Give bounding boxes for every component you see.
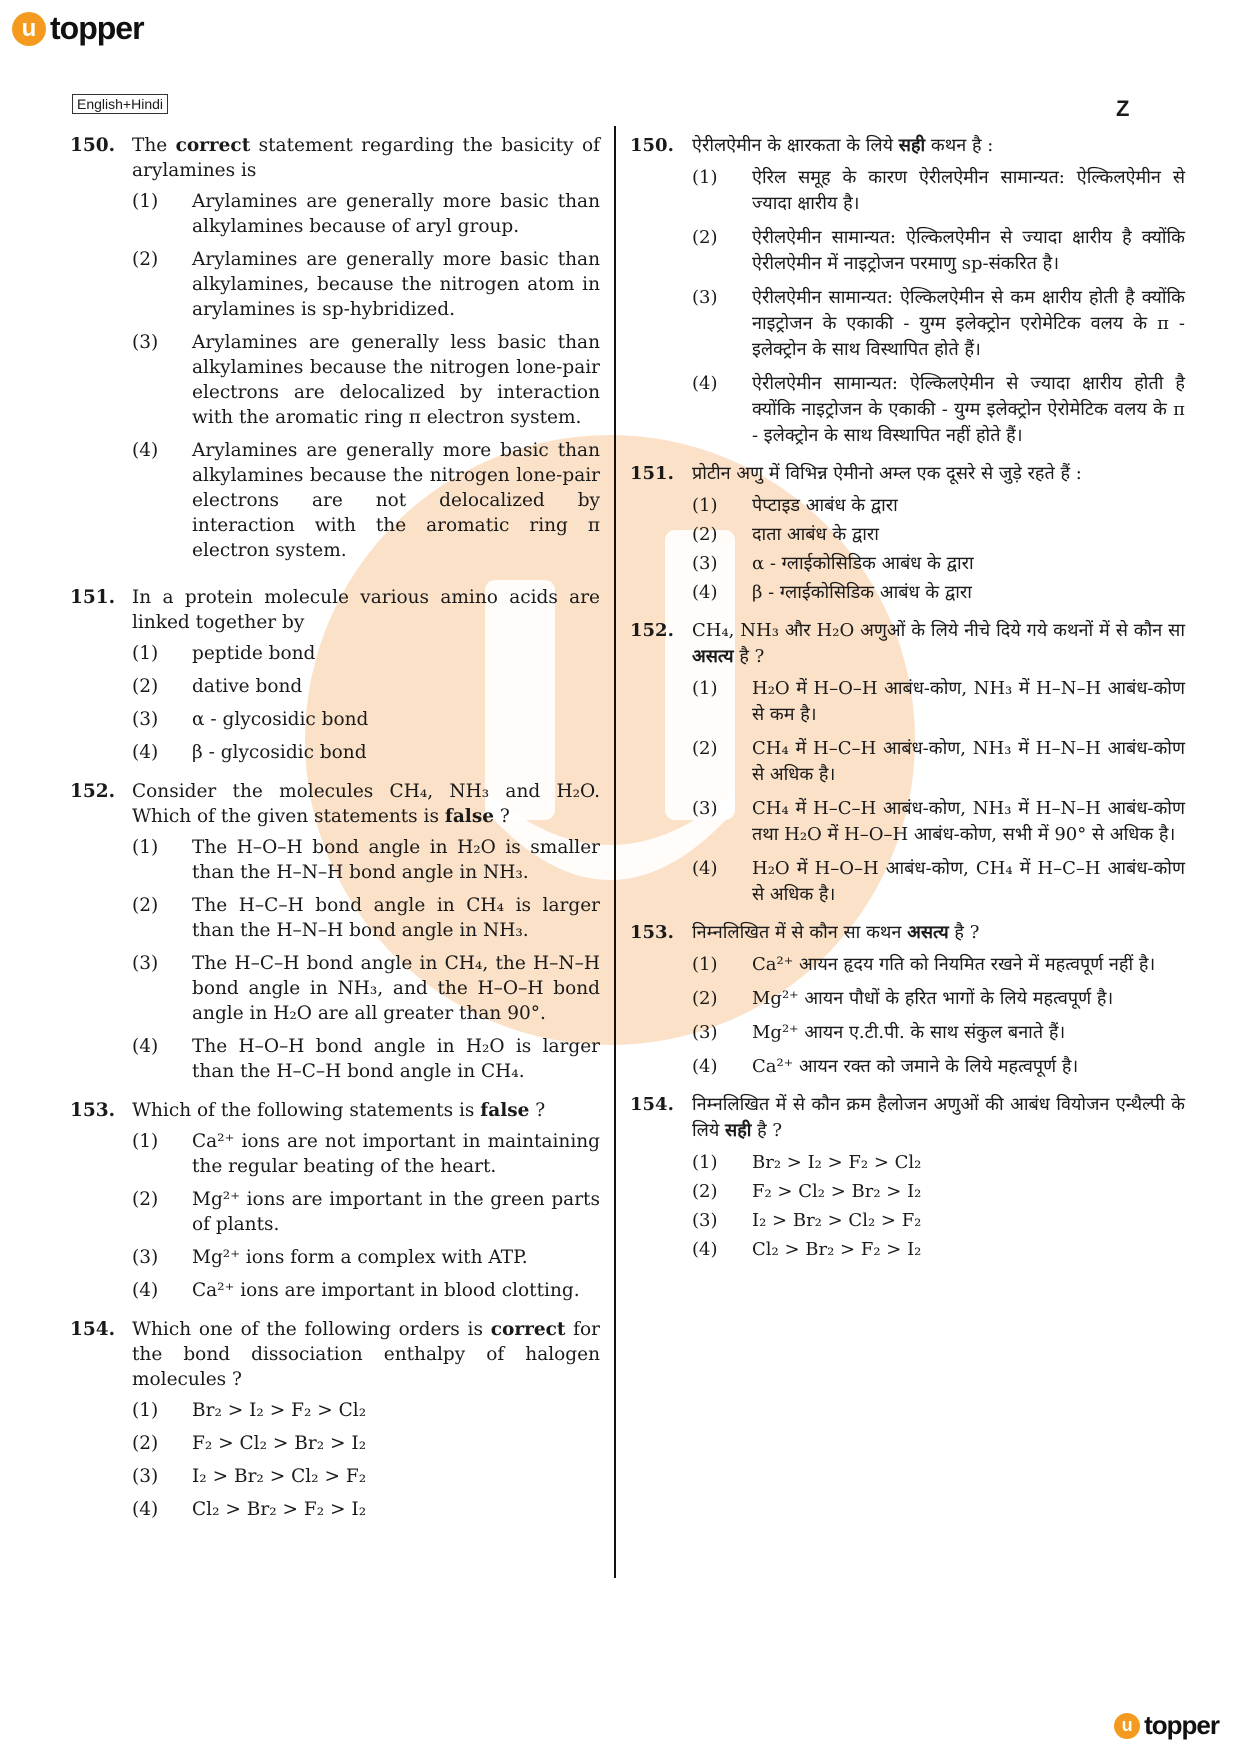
option: (4) Cl₂ > Br₂ > F₂ > I₂	[132, 1499, 367, 1520]
option: (1) Br₂ > I₂ > F₂ > Cl₂	[132, 1400, 367, 1421]
option: (3) CH₄ में H–C–H आबंध-कोण, NH₃ में H–N–H आबंध-कोण तथा H₂O में H–O–H आबंध-कोण, सभी में 90° से अधिक है।	[692, 798, 1185, 845]
option: (1) Ca²⁺ ions are not important in maintaining the regular beating of the heart.	[132, 1131, 600, 1177]
option: (3) Mg²⁺ आयन ए.टी.पी. के साथ संकुल बनाते हैं।	[692, 1022, 1066, 1043]
question-152-en	[70, 779, 600, 1084]
option: (4) Arylamines are generally more basic than alkylamines because the nitrogen lone-pair electrons are not delocalized by interaction with the aromatic ring π electron system.	[132, 440, 600, 561]
question-152-hi	[630, 618, 1185, 908]
option: (4) β - ग्लाईकोसिडिक आबंध के द्वारा	[692, 582, 972, 603]
question-number: 151.	[70, 587, 116, 608]
question-text: The correct statement regarding the basicity of arylamines is	[132, 135, 600, 181]
option: (2) दाता आबंध के द्वारा	[692, 524, 879, 545]
option: (3) I₂ > Br₂ > Cl₂ > F₂	[132, 1466, 367, 1487]
option: (3) I₂ > Br₂ > Cl₂ > F₂	[692, 1210, 922, 1231]
option: (1) peptide bond	[132, 643, 316, 664]
option: (1) Arylamines are generally more basic than alkylamines because of aryl group.	[132, 191, 600, 237]
question-151-en	[70, 585, 600, 765]
option: (1) ऐरिल समूह के कारण ऐरीलऐमीन सामान्यत: ऐल्किलऐमीन से ज्यादा क्षारीय है।	[692, 167, 1185, 214]
question-text: प्रोटीन अणु में विभिन्न ऐमीनो अम्ल एक दूसरे से जुड़े रहते हैं :	[692, 463, 1082, 484]
question-number: 152.	[630, 620, 674, 641]
option: (1) Br₂ > I₂ > F₂ > Cl₂	[692, 1152, 922, 1173]
option: (4) ऐरीलऐमीन सामान्यत: ऐल्किलऐमीन से ज्यादा क्षारीय होती है क्योंकि नाइट्रोजन के एकाकी - युग्म इलेक्ट्रोन ऐरोमेटिक वलय के π - इलेक्ट्रोन के साथ विस्थापित नहीं होते हैं।	[692, 373, 1185, 446]
option: (2) dative bond	[132, 676, 303, 697]
option: (2) Arylamines are generally more basic than alkylamines, because the nitrogen atom in arylamines is sp-hybridized.	[132, 249, 600, 320]
option: (1) Ca²⁺ आयन हृदय गति को नियमित रखने में महत्वपूर्ण नहीं है।	[692, 954, 1156, 975]
option: (2) Mg²⁺ ions are important in the green parts of plants.	[132, 1189, 600, 1235]
topper-logo-text: topper	[1144, 1710, 1219, 1740]
option: (3) α - ग्लाईकोसिडिक आबंध के द्वारा	[692, 553, 974, 574]
question-number: 150.	[70, 135, 116, 156]
option: (2) The H–C–H bond angle in CH₄ is larger than the H–N–H bond angle in NH₃.	[132, 895, 600, 941]
english-column	[70, 133, 600, 1530]
option: (1) पेप्टाइड आबंध के द्वारा	[692, 495, 898, 516]
option: (3) Arylamines are generally less basic than alkylamines because the nitrogen lone-pair electrons are delocalized by interaction with the aromatic ring π electron system.	[132, 332, 600, 428]
option: (4) H₂O में H–O–H आबंध-कोण, CH₄ में H–C–H आबंध-कोण से अधिक है।	[692, 858, 1185, 905]
option: (4) Ca²⁺ ions are important in blood clotting.	[132, 1280, 580, 1301]
question-text: निम्नलिखित में से कौन सा कथन असत्य है ?	[692, 922, 980, 943]
topper-footer-logo	[1114, 1710, 1219, 1741]
option: (1) H₂O में H–O–H आबंध-कोण, NH₃ में H–N–H आबंध-कोण से कम है।	[692, 678, 1185, 725]
question-text: CH₄, NH₃ और H₂O अणुओं के लिये नीचे दिये गये कथनों में से कौन सा असत्य है ?	[692, 620, 1185, 667]
question-text: Which of the following statements is false ?	[132, 1100, 546, 1121]
question-number: 153.	[630, 922, 674, 943]
topper-logo-text: topper	[50, 10, 144, 46]
question-number: 150.	[630, 135, 674, 156]
question-150-hi	[630, 133, 1185, 449]
topper-logo-icon: u	[12, 12, 46, 46]
question-number: 154.	[630, 1094, 674, 1115]
question-number: 151.	[630, 463, 674, 484]
question-text: निम्नलिखित में से कौन क्रम हैलोजन अणुओं की आबंध वियोजन एन्थैल्पी के लिये सही है ?	[692, 1094, 1185, 1141]
question-154-hi	[630, 1092, 1185, 1263]
question-text: In a protein molecule various amino acids are linked together by	[132, 587, 600, 633]
topper-logo	[12, 10, 144, 47]
option: (2) F₂ > Cl₂ > Br₂ > I₂	[132, 1433, 367, 1454]
column-divider	[614, 126, 616, 1578]
question-text: Which one of the following orders is correct for the bond dissociation enthalpy of halogen molecules ?	[132, 1319, 600, 1390]
question-number: 153.	[70, 1100, 116, 1121]
question-text: ऐरीलऐमीन के क्षारकता के लिये सही कथन है :	[692, 135, 994, 156]
option: (1) The H–O–H bond angle in H₂O is smaller than the H–N–H bond angle in NH₃.	[132, 837, 600, 883]
option: (4) Cl₂ > Br₂ > F₂ > I₂	[692, 1239, 922, 1260]
question-154-en	[70, 1317, 600, 1522]
topper-logo-icon: u	[1114, 1713, 1140, 1739]
option: (3) Mg²⁺ ions form a complex with ATP.	[132, 1247, 528, 1268]
option: (2) Mg²⁺ आयन पौधों के हरित भागों के लिये महत्वपूर्ण है।	[692, 988, 1114, 1009]
option: (4) Ca²⁺ आयन रक्त को जमाने के लिये महत्वपूर्ण है।	[692, 1056, 1079, 1077]
option: (3) ऐरीलऐमीन सामान्यत: ऐल्किलऐमीन से कम क्षारीय होती है क्योंकि नाइट्रोजन के एकाकी - युग्म इलेक्ट्रोन एरोमेटिक वलय के π - इलेक्ट्रोन के साथ विस्थापित होते हैं।	[692, 287, 1185, 360]
option: (2) F₂ > Cl₂ > Br₂ > I₂	[692, 1181, 922, 1202]
option: (2) ऐरीलऐमीन सामान्यत: ऐल्किलऐमीन से ज्यादा क्षारीय है क्योंकि ऐरीलऐमीन में नाइट्रोजन परमाणु sp-संकरित है।	[692, 227, 1185, 274]
set-code: Z	[1116, 96, 1130, 121]
question-150-en	[70, 133, 600, 563]
hindi-column	[618, 133, 1185, 1266]
option: (2) CH₄ में H–C–H आबंध-कोण, NH₃ में H–N–H आबंध-कोण से अधिक है।	[692, 738, 1185, 785]
question-text: Consider the molecules CH₄, NH₃ and H₂O. Which of the given statements is false ?	[132, 781, 600, 827]
question-number: 152.	[70, 781, 116, 802]
option: (3) α - glycosidic bond	[132, 709, 369, 730]
language-label: English+Hindi	[72, 94, 168, 114]
option: (4) The H–O–H bond angle in H₂O is larger than the H–C–H bond angle in CH₄.	[132, 1036, 600, 1082]
question-number: 154.	[70, 1319, 116, 1340]
question-151-hi	[630, 461, 1185, 606]
option: (3) The H–C–H bond angle in CH₄, the H–N–H bond angle in NH₃, and the H–O–H bond angle in H₂O are all greater than 90°.	[132, 953, 600, 1024]
question-153-hi	[630, 920, 1185, 1080]
option: (4) β - glycosidic bond	[132, 742, 367, 763]
question-153-en	[70, 1098, 600, 1303]
